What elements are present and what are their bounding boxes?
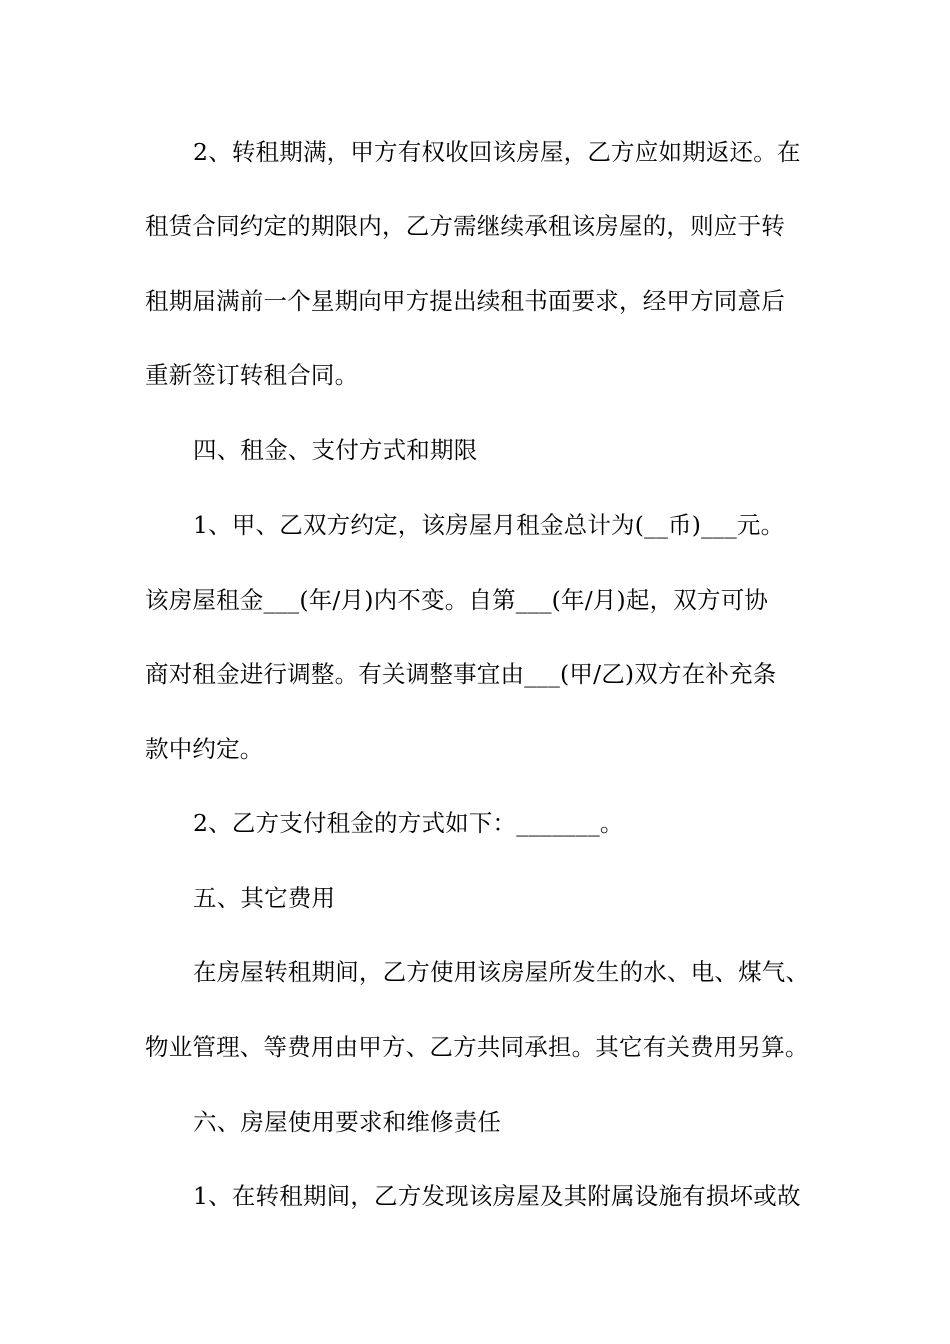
section-heading: 四、租金、支付方式和期限 [193,436,478,464]
paragraph-line: 商对租金进行调整。有关调整事宜由___(甲/乙)双方在补充条 [145,660,777,688]
paragraph-line: 重新签订转租合同。 [145,361,359,389]
paragraph-line: 1、在转租期间，乙方发现该房屋及其附属设施有损坏或故 [193,1182,801,1210]
paragraph-line: 物业管理、等费用由甲方、乙方共同承担。其它有关费用另算。 [145,1033,809,1061]
section-heading: 五、其它费用 [193,884,336,912]
paragraph-line: 租期届满前一个星期向甲方提出续租书面要求，经甲方同意后 [145,287,785,315]
paragraph-line: 2、乙方支付租金的方式如下：_______。 [193,809,624,837]
paragraph-line: 该房屋租金___(年/月)内不变。自第___(年/月)起，双方可协 [145,586,769,614]
paragraph-line: 在房屋转租期间，乙方使用该房屋所发生的水、电、煤气、 [193,958,810,986]
paragraph-line: 租赁合同约定的期限内，乙方需继续承租该房屋的，则应于转 [145,212,785,240]
section-heading: 六、房屋使用要求和维修责任 [193,1108,502,1136]
paragraph-line: 2、转租期满，甲方有权收回该房屋，乙方应如期返还。在 [193,138,801,166]
paragraph-line: 1、甲、乙双方约定，该房屋月租金总计为(__币)___元。 [193,511,785,539]
paragraph-line: 款中约定。 [145,735,264,763]
